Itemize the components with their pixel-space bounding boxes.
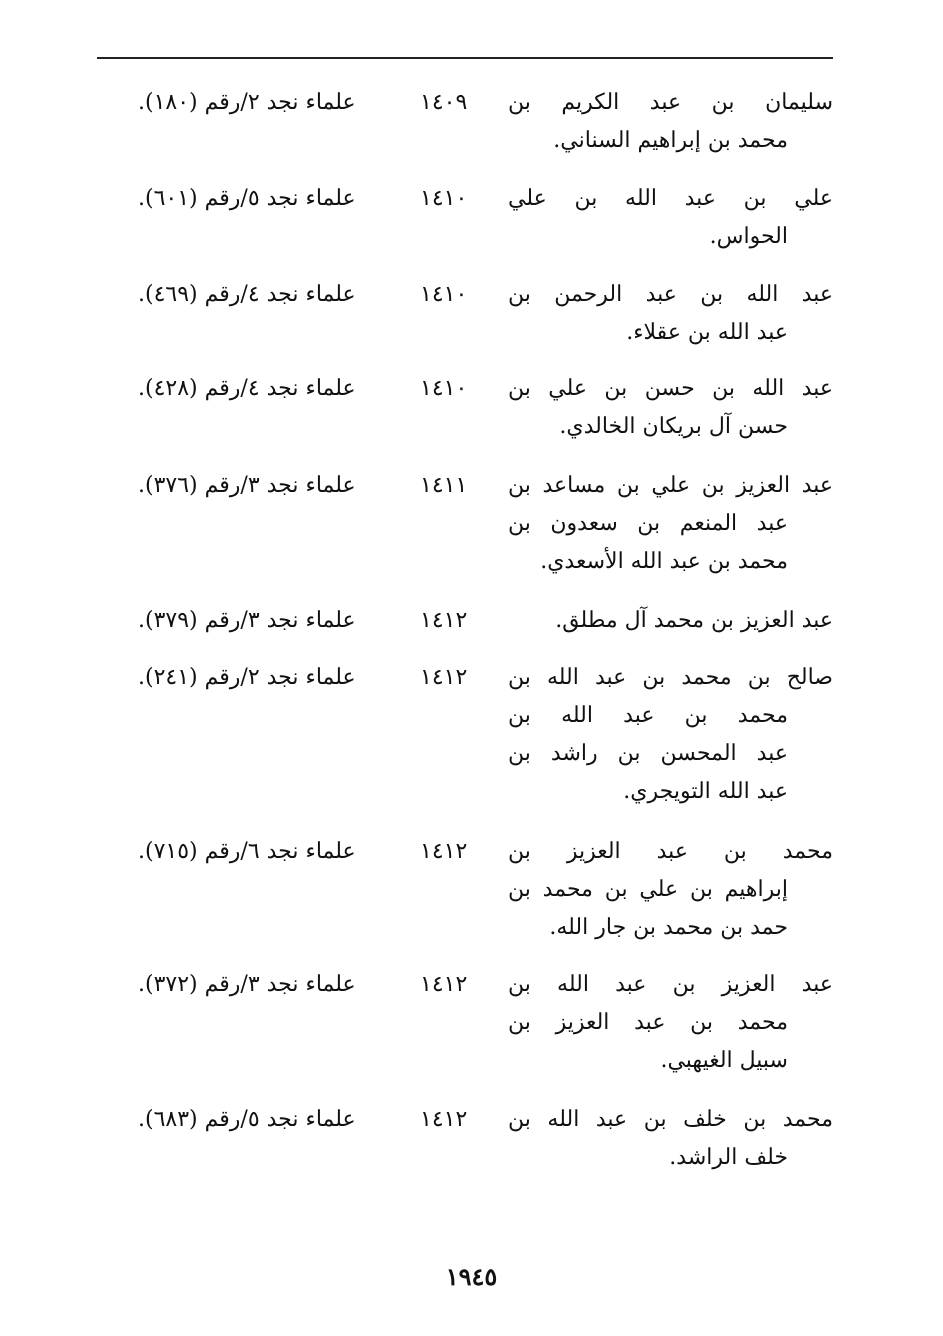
name-line: حسن آل بريكان الخالدي. (559, 414, 788, 439)
entry-year: ١٤١٢ (420, 665, 468, 690)
name-line: محمد بن عبد الله بن (508, 703, 788, 728)
name-line: محمد بن خلف بن عبد الله بن (508, 1107, 833, 1132)
page-number: ١٩٤٥ (445, 1262, 498, 1291)
name-line: محمد بن عبد الله الأسعدي. (540, 549, 788, 574)
entry-source: علماء نجد ٢/رقم (١٨٠). (138, 90, 356, 115)
entry-name (508, 467, 833, 581)
entry-source: علماء نجد ٢/رقم (٢٤١). (138, 665, 356, 690)
name-line: الحواس. (709, 224, 788, 249)
entry-year: ١٤١٠ (420, 376, 468, 401)
name-line: محمد بن عبد العزيز بن (508, 839, 833, 864)
entry-name (508, 602, 833, 640)
entry-name (508, 370, 833, 446)
entry-year: ١٤١١ (420, 473, 468, 498)
name-line: عبد الله التويجري. (623, 779, 788, 804)
name-line: علي بن عبد الله بن علي (508, 186, 833, 211)
entry-name (508, 1101, 833, 1177)
entry-year: ١٤١٢ (420, 608, 468, 633)
entry-source: علماء نجد ٤/رقم (٤٢٨). (138, 376, 356, 401)
name-line: سليمان بن عبد الكريم بن (508, 90, 833, 115)
entry-source: علماء نجد ٤/رقم (٤٦٩). (138, 282, 356, 307)
name-line: خلف الراشد. (669, 1145, 788, 1170)
entry-year: ١٤١٢ (420, 1107, 468, 1132)
entry-year: ١٤١٠ (420, 282, 468, 307)
name-line: سبيل الغيهبي. (660, 1048, 788, 1073)
name-line: عبد الله بن عبد الرحمن بن (508, 282, 833, 307)
entry-source: علماء نجد ٦/رقم (٧١٥). (138, 839, 356, 864)
name-line: محمد بن إبراهيم السناني. (553, 128, 788, 153)
name-line: عبد المنعم بن سعدون بن (508, 511, 788, 536)
entry-name (508, 180, 833, 256)
name-line: صالح بن محمد بن عبد الله بن (508, 665, 833, 690)
name-line: عبد العزيز بن محمد آل مطلق. (555, 608, 833, 633)
name-line: عبد العزيز بن علي بن مساعد بن (508, 473, 833, 498)
entry-name (508, 966, 833, 1080)
name-line: عبد الله بن عقلاء. (626, 320, 788, 345)
entry-year: ١٤١٢ (420, 839, 468, 864)
name-line: حمد بن محمد بن جار الله. (549, 915, 788, 940)
entry-source: علماء نجد ٥/رقم (٦٠١). (138, 186, 356, 211)
entry-source: علماء نجد ٥/رقم (٦٨٣). (138, 1107, 356, 1132)
entry-name (508, 276, 833, 352)
name-line: إبراهيم بن علي بن محمد بن (508, 877, 788, 902)
name-line: عبد العزيز بن عبد الله بن (508, 972, 833, 997)
entry-source: علماء نجد ٣/رقم (٣٧٩). (138, 608, 356, 633)
entry-source: علماء نجد ٣/رقم (٣٧٦). (138, 473, 356, 498)
name-line: عبد المحسن بن راشد بن (508, 741, 788, 766)
entry-name (508, 833, 833, 947)
entry-year: ١٤١٢ (420, 972, 468, 997)
name-line: محمد بن عبد العزيز بن (508, 1010, 788, 1035)
entry-year: ١٤١٠ (420, 186, 468, 211)
entry-year: ١٤٠٩ (420, 90, 468, 115)
entry-source: علماء نجد ٣/رقم (٣٧٢). (138, 972, 356, 997)
entry-name (508, 659, 833, 811)
name-line: عبد الله بن حسن بن علي بن (508, 376, 833, 401)
entry-name (508, 84, 833, 160)
